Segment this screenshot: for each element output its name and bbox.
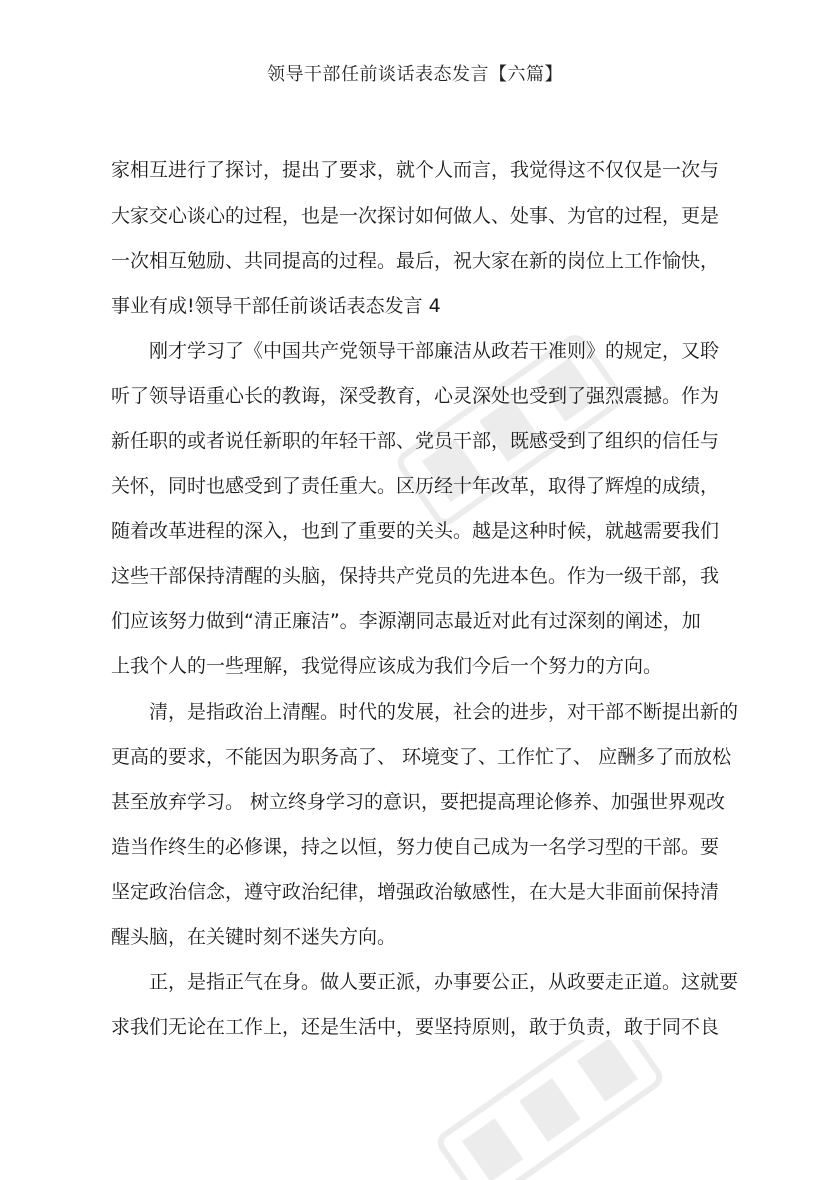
body-line: 随着改革进程的深入，也到了重要的关头。越是这种时候，就越需要我们 bbox=[111, 520, 720, 542]
body-line: 这些干部保持清醒的头脑，保持共产党员的先进本色。作为一级干部，我 bbox=[111, 565, 720, 587]
body-line: 刚才学习了《中国共产党领导干部廉洁从政若干准则》的规定，又聆 bbox=[149, 340, 720, 362]
body-line: 大家交心谈心的过程，也是一次探讨如何做人、处事、为官的过程，更是 bbox=[111, 205, 720, 227]
body-line: 家相互进行了探讨，提出了要求，就个人而言，我觉得这不仅仅是一次与 bbox=[111, 159, 720, 181]
body-line: 一次相互勉励、共同提高的过程。最后，祝大家在新的岗位上工作愉快， bbox=[111, 250, 720, 272]
body-line: 坚定政治信念，遵守政治纪律，增强政治敏感性，在大是大非面前保持清 bbox=[111, 881, 720, 903]
document-title: 领导干部任前谈话表态发言【六篇】 bbox=[267, 64, 563, 85]
body-line: 新任职的或者说任新职的年轻干部、党员干部，既感受到了组织的信任与 bbox=[111, 430, 720, 452]
body-line: 事业有成!领导干部任前谈话表态发言 4 bbox=[111, 295, 441, 317]
body-line: 上我个人的一些理解，我觉得应该成为我们今后一个努力的方向。 bbox=[111, 655, 663, 677]
body-line: 求我们无论在工作上，还是生活中，要坚持原则，敢于负责，敢于同不良 bbox=[111, 1016, 720, 1038]
body-line: 清，是指政治上清醒。时代的发展，社会的进步，对干部不断提出新的 bbox=[149, 701, 739, 723]
watermark-icon bbox=[400, 1040, 700, 1180]
body-line: 关怀，同时也感受到了责任重大。区历经十年改革，取得了辉煌的成绩， bbox=[111, 475, 720, 497]
body-line: 们应该努力做到“清正廉洁”。李源潮同志最近对此有过深刻的阐述，加 bbox=[111, 610, 701, 632]
body-line: 听了领导语重心长的教诲，深受教育，心灵深处也受到了强烈震撼。作为 bbox=[111, 385, 720, 407]
body-line: 正，是指正气在身。做人要正派，办事要公正，从政要走正道。这就要 bbox=[149, 971, 739, 993]
body-line: 更高的要求，不能因为职务高了、 环境变了、工作忙了、 应酬多了而放松 bbox=[111, 746, 732, 768]
body-line: 造当作终生的必修课，持之以恒，努力使自己成为一名学习型的干部。要 bbox=[111, 836, 720, 858]
body-line: 甚至放弃学习。 树立终身学习的意识，要把提高理论修养、加强世界观改 bbox=[111, 791, 726, 813]
body-line: 醒头脑，在关键时刻不迷失方向。 bbox=[111, 926, 397, 948]
